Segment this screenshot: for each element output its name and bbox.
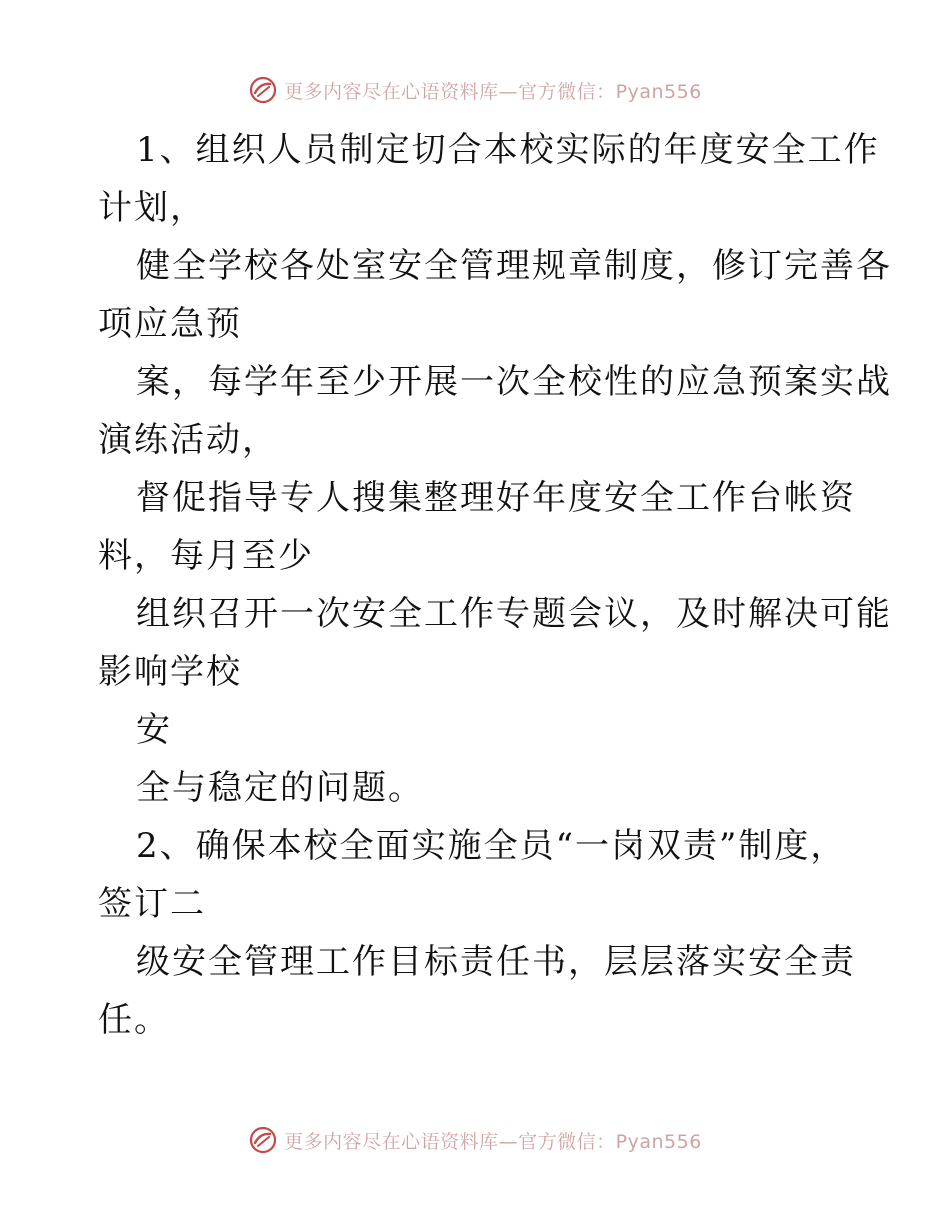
watermark-footer [0, 1120, 950, 1160]
watermark-text: 更多内容尽在心语资料库—官方微信：Pyan556 [284, 80, 702, 103]
body-line: 项应急预 [98, 304, 242, 344]
book-logo-icon [248, 1125, 278, 1155]
body-line: 全与稳定的问题。 [136, 768, 424, 808]
body-line: 料，每月至少 [98, 536, 314, 576]
watermark-text: 更多内容尽在心语资料库—官方微信：Pyan556 [284, 1130, 702, 1153]
body-line: 任。 [98, 1000, 170, 1040]
book-logo-icon [248, 75, 278, 105]
document-body [98, 121, 892, 1049]
body-line: 影响学校 [98, 652, 242, 692]
body-line: 2、确保本校全面实施全员“一岗双责”制度， [136, 826, 847, 866]
body-line: 健全学校各处室安全管理规章制度，修订完善各 [136, 246, 892, 286]
body-line: 演练活动， [98, 420, 278, 460]
body-line: 组织召开一次安全工作专题会议，及时解决可能 [136, 594, 892, 634]
body-line: 案，每学年至少开展一次全校性的应急预案实战 [136, 362, 892, 402]
body-line: 计划， [98, 188, 206, 228]
body-line: 级安全管理工作目标责任书，层层落实安全责 [136, 942, 856, 982]
body-line: 1、组织人员制定切合本校实际的年度安全工作 [136, 130, 880, 170]
body-line: 签订二 [98, 884, 206, 924]
body-line: 督促指导专人搜集整理好年度安全工作台帐资 [136, 478, 856, 518]
watermark-header [0, 70, 950, 110]
body-line: 安 [136, 710, 172, 750]
